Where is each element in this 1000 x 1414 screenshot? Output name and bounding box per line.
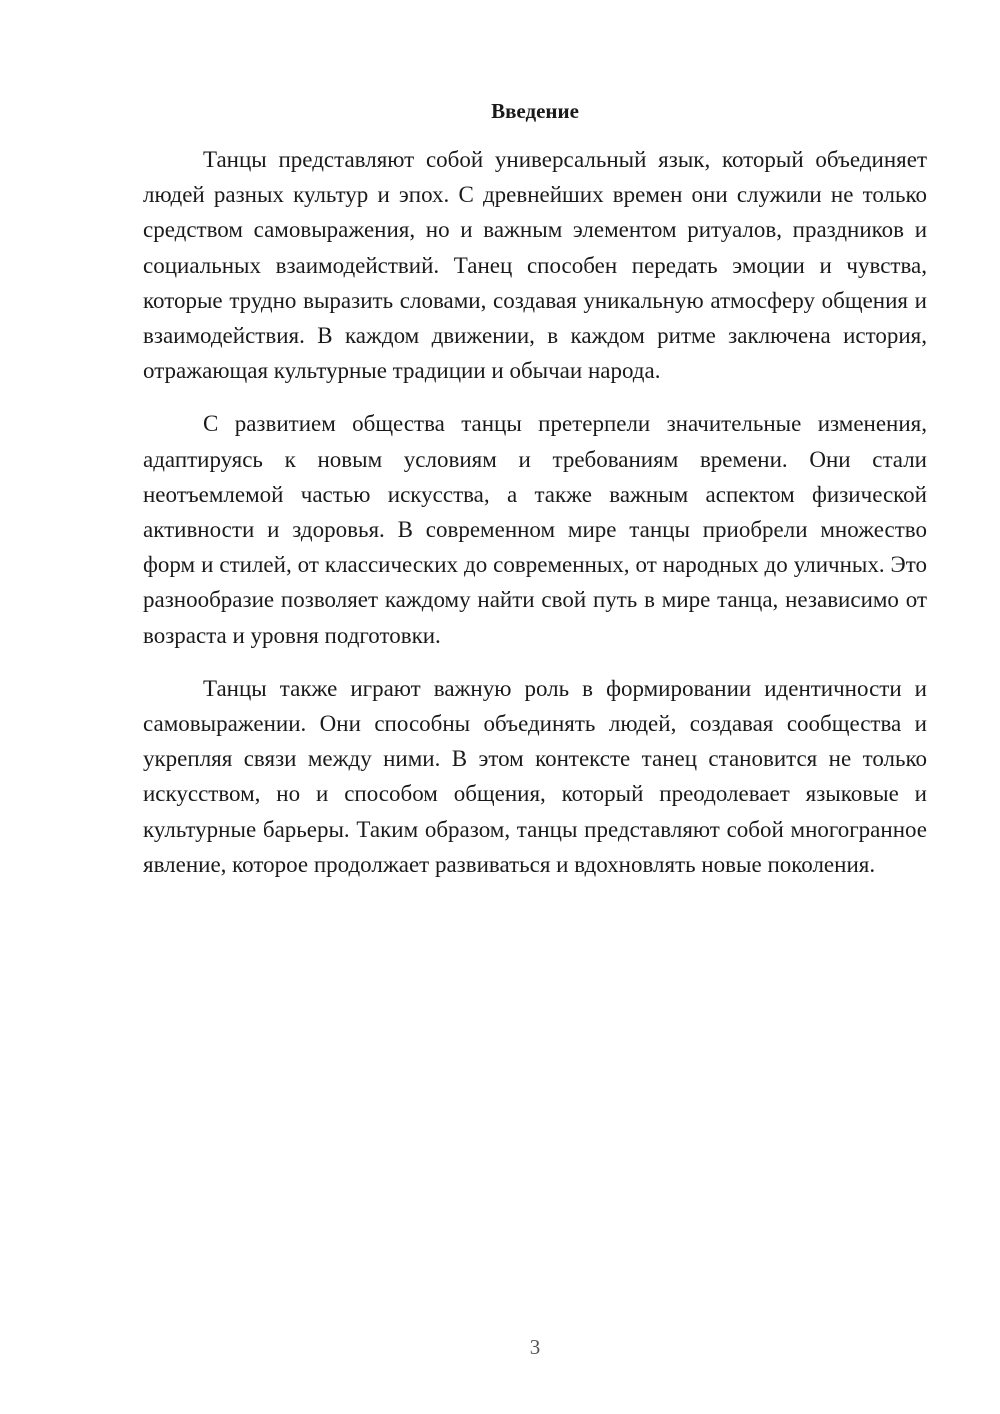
paragraph-2: С развитием общества танцы претерпели значительные изменения, адаптируясь к новым условиям и требованиям времени. Они стали неотъемлемой частью искусства, а также важным аспектом физической активности и здоровья. В современном мире танцы приобрели множество форм и стилей, от классических до современных, от народных до уличных. Это разнообразие позволяет каждому найти свой путь в мире танца, независимо от возраста и уровня подготовки.: [143, 411, 927, 648]
paragraph-3: Танцы также играют важную роль в формировании идентичности и самовыражении. Они способны объединять людей, создавая сообщества и укрепляя связи между ними. В этом контексте танец становится не только искусством, но и способом общения, который преодолевает языковые и культурные барьеры. Таким образом, танцы представляют собой многогранное явление, которое продолжает развиваться и вдохновлять новые поколения.: [143, 675, 927, 877]
body-text: [143, 142, 927, 900]
page-number: 3: [529, 1335, 541, 1359]
section-title: Введение: [491, 99, 579, 123]
paragraph-1: Танцы представляют собой универсальный язык, который объединяет людей разных культур и эпох. С древнейших времен они служили не только средством самовыражения, но и важным элементом ритуалов, праздников и социальных взаимодействий. Танец способен передать эмоции и чувства, которые трудно выразить словами, создавая уникальную атмосферу общения и взаимодействия. В каждом движении, в каждом ритме заключена история, отражающая культурные традиции и обычаи народа.: [143, 147, 927, 384]
